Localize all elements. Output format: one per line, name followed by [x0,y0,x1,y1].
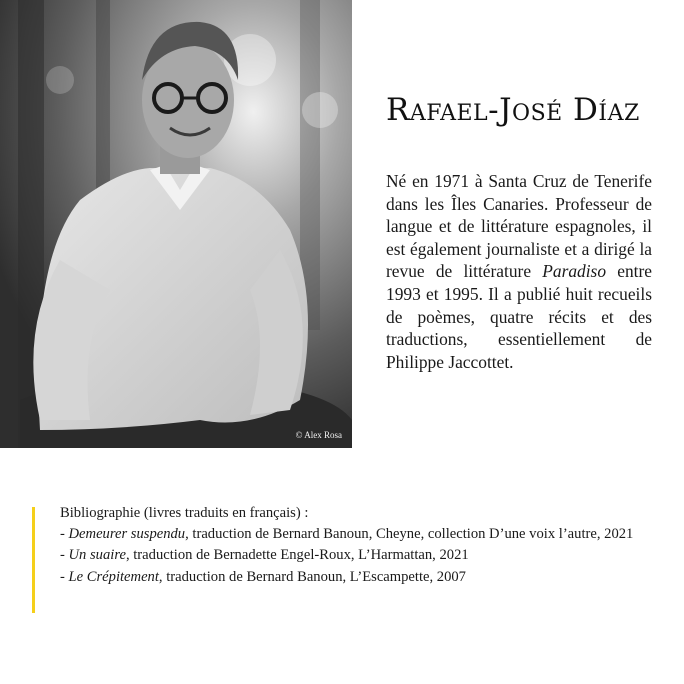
bibliography-item-title: Un suaire [68,547,126,564]
bibliography-item-details: , traduction de Bernard Banoun, L’Escampette, 2007 [158,568,466,585]
bio-text-part1: Né en 1971 à Santa Cruz de Tenerife dans les Îles Canaries. Professeur de langue et de littérature espagnoles, il est également journaliste et a dirigé la revue de littérature [386,171,652,282]
bibliography-item [60,567,670,588]
bibliography-block [60,503,670,588]
bibliography-item-details: , traduction de Bernard Banoun, Cheyne, collection D’une voix l’autre, 2021 [185,526,634,543]
bibliography-item-details: , traduction de Bernadette Engel-Roux, L’Harmattan, 2021 [125,547,469,564]
portrait-illustration [0,0,352,448]
author-biography [386,170,652,373]
photo-credit: © Alex Rosa [295,430,342,440]
bio-journal-title: Paradiso [542,261,607,282]
bibliography-item-prefix: - [60,526,69,543]
bibliography-heading: Bibliographie (livres traduits en français) : [60,505,309,521]
bibliography-item-title: Le Crépitement [68,568,159,585]
author-name-heading: Rafael-José Díaz [386,92,640,128]
bibliography-item [60,524,670,545]
bibliography-item-prefix: - [60,568,69,585]
bibliography-item-title: Demeurer suspendu [68,526,186,543]
bio-text-part2: entre 1993 et 1995. Il a publié huit recueils de poèmes, quatre récits et des traductions, essentiellement de Philippe Jaccottet. [386,261,652,372]
author-photo [0,0,352,448]
bibliography-accent-bar [32,507,35,613]
bibliography-item-prefix: - [60,547,69,564]
bibliography-item [60,545,670,566]
